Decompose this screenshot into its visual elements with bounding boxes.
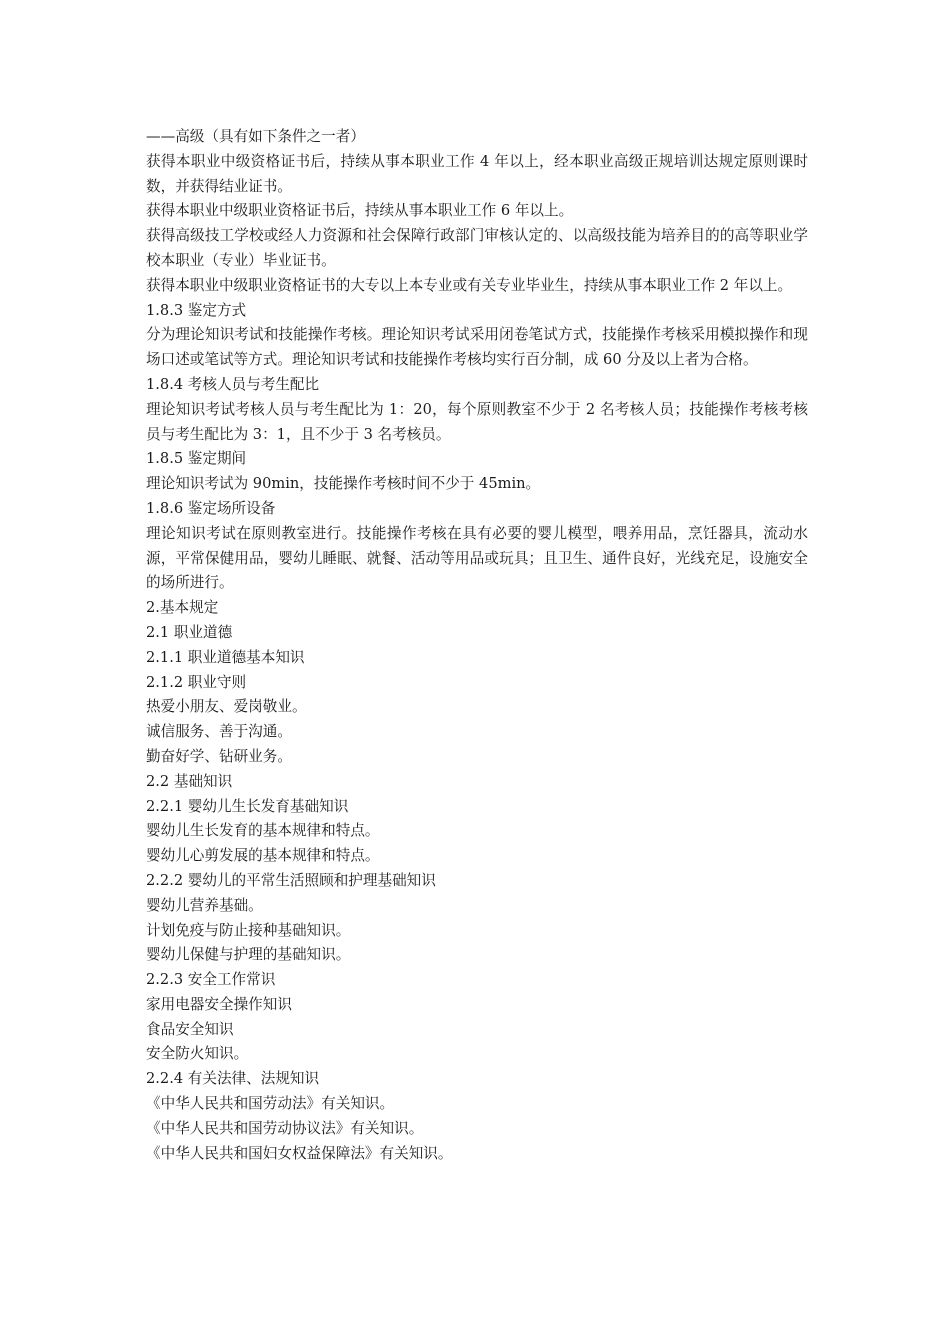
paragraph-condition-1: 获得本职业中级资格证书后，持续从事本职业工作 4 年以上，经本职业高级正规培训达规定原则课时数，并获得结业证书。 — [146, 152, 808, 195]
paragraph-appraisal-duration: 理论知识考试为 90min，技能操作考核时间不少于 45min。 — [146, 475, 541, 493]
list-item: 《中华人民共和国妇女权益保障法》有关知识。 — [146, 1144, 453, 1162]
section-heading-1-8-6: 1.8.6 鉴定场所设备 — [146, 499, 276, 517]
paragraph-condition-2: 获得本职业中级职业资格证书后，持续从事本职业工作 6 年以上。 — [146, 202, 574, 220]
list-item: 婴幼儿保健与护理的基础知识。 — [146, 946, 351, 964]
paragraph-condition-3: 获得高级技工学校或经人力资源和社会保障行政部门审核认定的、以高级技能为培养目的的高等职业学校本职业（专业）毕业证书。 — [146, 227, 808, 269]
section-heading-2-1-2: 2.1.2 职业守则 — [146, 673, 247, 691]
section-heading-1-8-3: 1.8.3 鉴定方式 — [146, 301, 247, 319]
list-item: 婴幼儿生长发育的基本规律和特点。 — [146, 822, 380, 840]
list-item: 婴幼儿心剪发展的基本规律和特点。 — [146, 847, 380, 865]
paragraph-appraisal-method: 分为理论知识考试和技能操作考核。理论知识考试采用闭卷笔试方式，技能操作考核采用模拟操作和现场口述或笔试等方式。理论知识考试和技能操作考核均实行百分制，成 60 分及以上者为合格。 — [146, 326, 808, 369]
list-item: 热爱小朋友、爱岗敬业。 — [146, 698, 307, 716]
list-item: 家用电器安全操作知识 — [146, 995, 292, 1013]
list-item: 勤奋好学、钻研业务。 — [146, 747, 292, 765]
subheading-advanced: ——高级（具有如下条件之一者） — [146, 128, 365, 145]
section-heading-2-2-1: 2.2.1 婴幼儿生长发育基础知识 — [146, 797, 349, 815]
list-item: 诚信服务、善于沟通。 — [146, 723, 292, 741]
document-page — [146, 125, 808, 1166]
section-heading-2-2: 2.2 基础知识 — [146, 772, 233, 790]
list-item: 《中华人民共和国劳动法》有关知识。 — [146, 1095, 395, 1113]
section-heading-2-1-1: 2.1.1 职业道德基本知识 — [146, 648, 305, 666]
section-heading-2-2-3: 2.2.3 安全工作常识 — [146, 971, 276, 989]
paragraph-condition-4: 获得本职业中级职业资格证书的大专以上本专业或有关专业毕业生，持续从事本职业工作 2 年以上。 — [146, 276, 793, 294]
paragraph-examiner-ratio: 理论知识考试考核人员与考生配比为 1：20，每个原则教室不少于 2 名考核人员；技能操作考核考核员与考生配比为 3：1，且不少于 3 名考核员。 — [146, 400, 808, 443]
list-item: 《中华人民共和国劳动协议法》有关知识。 — [146, 1119, 424, 1137]
list-item: 安全防火知识。 — [146, 1045, 249, 1063]
list-item: 婴幼儿营养基础。 — [146, 896, 263, 914]
section-heading-2: 2.基本规定 — [146, 599, 219, 617]
section-heading-2-2-2: 2.2.2 婴幼儿的平常生活照顾和护理基础知识 — [146, 871, 436, 889]
paragraph-appraisal-venue: 理论知识考试在原则教室进行。技能操作考核在具有必要的婴儿模型，喂养用品，烹饪器具，流动水源，平常保健用品，婴幼儿睡眠、就餐、活动等用品或玩具；且卫生、通件良好，光线充足，设施安全的场所进行。 — [146, 524, 808, 592]
section-heading-2-2-4: 2.2.4 有关法律、法规知识 — [146, 1070, 320, 1088]
section-heading-2-1: 2.1 职业道德 — [146, 623, 233, 641]
list-item: 计划免疫与防止接种基础知识。 — [146, 921, 351, 939]
list-item: 食品安全知识 — [146, 1020, 234, 1038]
section-heading-1-8-5: 1.8.5 鉴定期间 — [146, 450, 247, 468]
section-heading-1-8-4: 1.8.4 考核人员与考生配比 — [146, 375, 320, 393]
